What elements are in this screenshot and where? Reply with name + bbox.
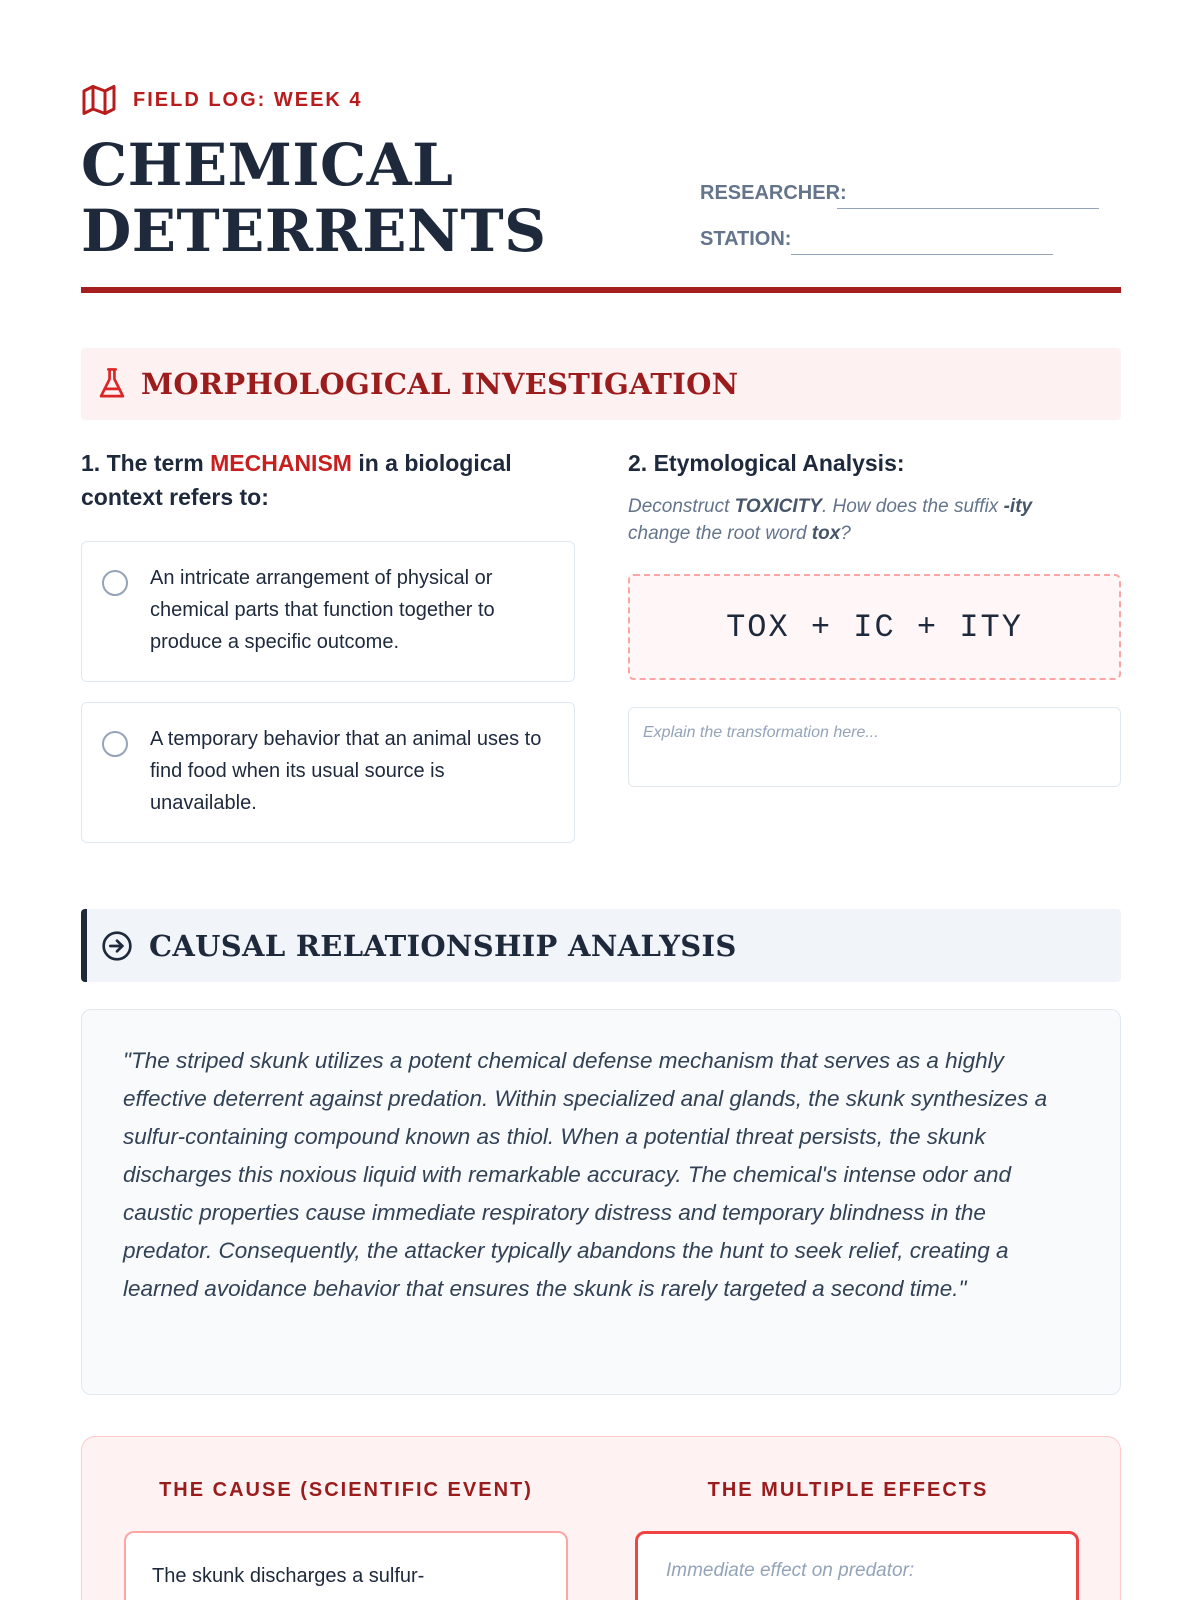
passage-text: "The striped skunk utilizes a potent chemical defense mechanism that serves as a highly effective deterrent against predation. Within specialized anal glands, the skunk synthesizes a sulfur-containing compound known as thiol. When a potential threat persists, the skunk discharges this noxious liquid with remarkable accuracy. The chemical's intense odor and caustic properties cause immediate respiratory distress and temporary blindness in the predator. Consequently, the attacker typically abandons the hunt to seek relief, creating a learned avoidance behavior that ensures the skunk is rarely targeted a second time." [123,1048,1048,1301]
cause-effect-organizer [81,1436,1121,1600]
answer-option-a[interactable] [81,541,575,682]
answer-option-a-text: An intricate arrangement of physical or chemical parts that function together to produce a specific outcome. [150,567,495,653]
worksheet-page [81,0,1121,1600]
question-1-prompt: 1. The term MECHANISM in a biological context refers to: [81,450,512,510]
cause-heading: THE CAUSE (SCIENTIFIC EVENT) [159,1479,533,1501]
section-title: MORPHOLOGICAL INVESTIGATION [141,367,739,401]
field-log-label: FIELD LOG: WEEK 4 [133,88,363,111]
map-icon [81,82,117,118]
flask-icon [97,367,127,401]
passage-box [81,1009,1121,1395]
answer-option-b-text: A temporary behavior that an animal uses to find food when its usual source is unavailable. [150,728,542,814]
station-field[interactable] [791,254,1053,255]
explanation-input[interactable] [628,707,1121,787]
question-1 [81,446,575,514]
morphological-section-banner [81,348,1121,420]
question-2 [628,446,1121,480]
effects-heading: THE MULTIPLE EFFECTS [707,1479,989,1501]
explanation-placeholder: Explain the transformation here... [643,724,879,741]
answer-option-b[interactable] [81,702,575,843]
highlight-term: MECHANISM [210,450,352,476]
researcher-station-block [700,182,1121,274]
page-title-line2: DETERRENTS [81,197,547,265]
causal-section-banner [81,909,1121,982]
morpheme-breakdown-box [628,574,1121,680]
page-header [81,82,1121,294]
cause-text: The skunk discharges a sulfur- [152,1565,425,1587]
page-title [81,132,547,264]
section-title: CAUSAL RELATIONSHIP ANALYSIS [149,928,737,963]
radio-button-b[interactable] [102,731,128,757]
effect-input[interactable] [635,1531,1079,1600]
field-log-row [81,82,363,118]
morpheme-breakdown: TOX + IC + ITY [726,608,1023,646]
effect-placeholder: Immediate effect on predator: [666,1560,915,1581]
circle-arrow-right-icon [101,930,133,962]
question-2-title: 2. Etymological Analysis: [628,450,905,476]
researcher-label: RESEARCHER: [700,182,847,204]
cause-card [124,1531,568,1600]
researcher-field[interactable] [837,208,1099,209]
question-2-instructions: Deconstruct TOXICITY. How does the suffix -ity change the root word tox? [628,496,1033,544]
station-label: STATION: [700,228,792,250]
page-title-line1: CHEMICAL [81,131,454,199]
radio-button-a[interactable] [102,570,128,596]
header-divider [81,287,1121,293]
